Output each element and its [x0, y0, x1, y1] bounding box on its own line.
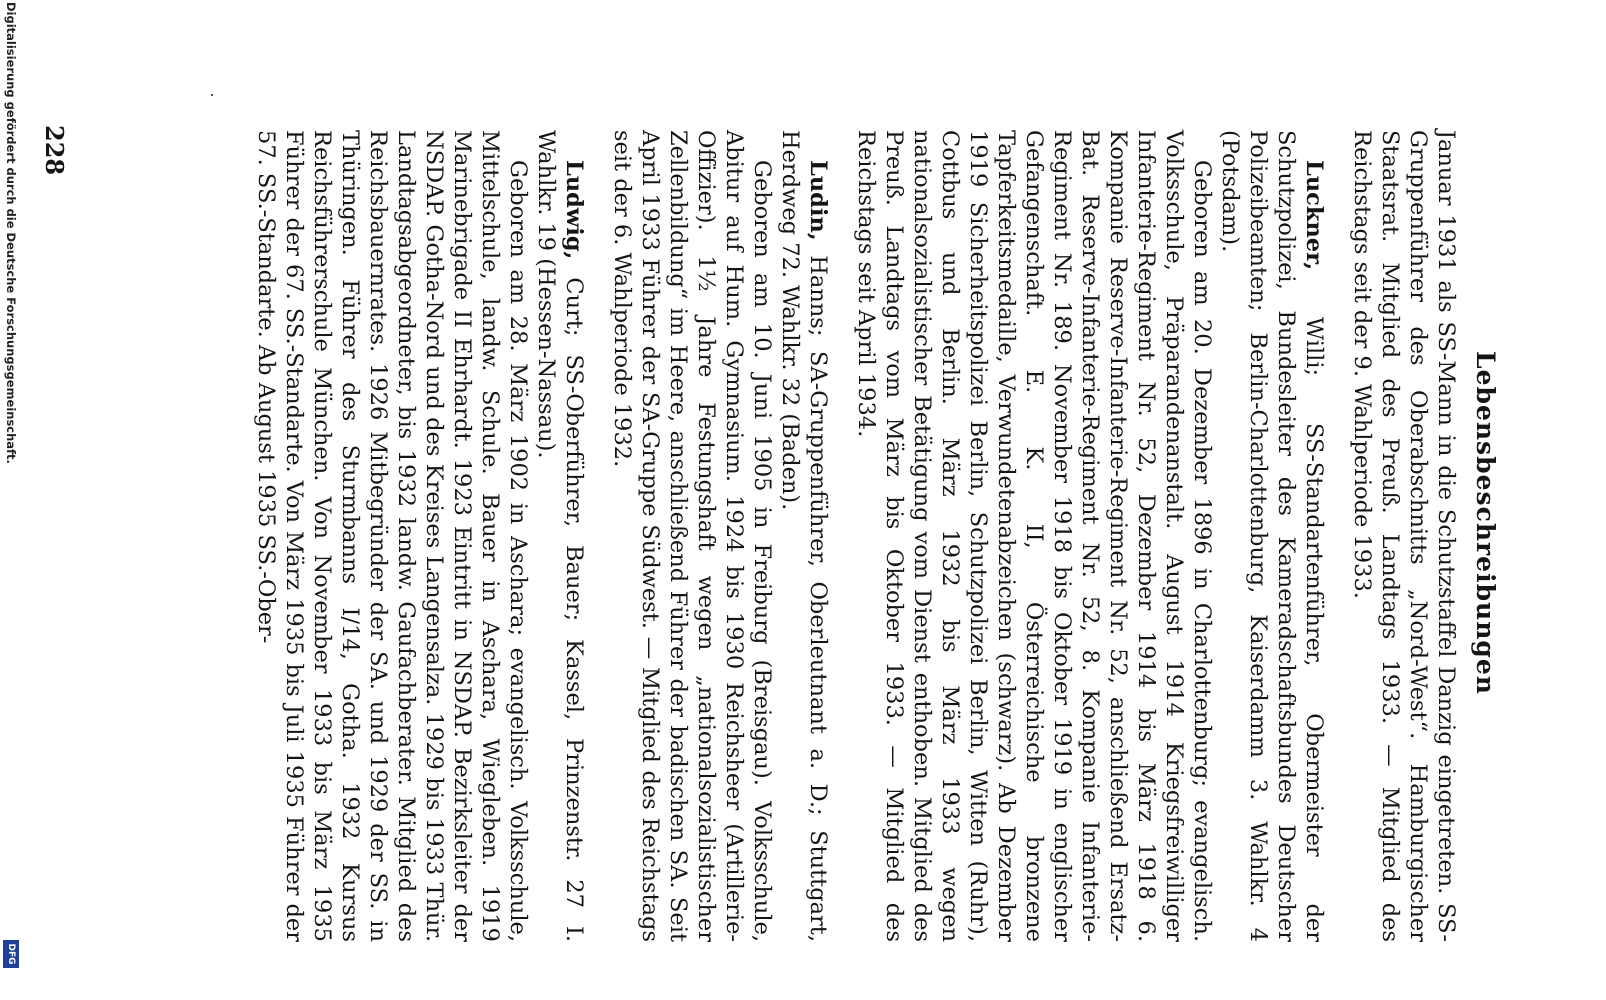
entry-details: Curt; SS-Oberführer, Bauer; Kassel, Prinzenstr. 27 I. Wahlkr. 19 (Hessen-Nassau).: [533, 130, 587, 943]
entry-body: Geboren am 28. März 1902 in Aschara; evangelisch. Volksschule, Mittelschule, landw. Schule. Bauer in Aschara, Wiegleben. 1919 Marinebrigade II Ehrhardt. 1923 Eintritt in NSDAP. Bezirksleiter der NSDAP. Gotha-Nord und des Kreises Langensalza. 1929 bis 1933 Thür. Landtagsabgeordneter, bis 1932 landw. Gaufachberater. Mitglied des Reichsbauernrates. 1926 Mitbegründer der SA. und 1929 der SS. in Thüringen. Führer des Sturmbanns I/14, Gotha. 1932 Kursus Reichsführerschule München. Von November 1933 bis März 1935 Führer der 67. SS.-Standarte. Von März 1935 bis Juli 1935 Führer der 57. SS.-Standarte. Ab August 1935 SS.-Ober-: [253, 130, 531, 942]
text-column: [252, 130, 1460, 942]
digitization-credit: Digitalisierung gefördert durch die Deutsche Forschungsgemeinschaft.: [4, 2, 18, 464]
entry-name: Ludin,: [805, 160, 831, 241]
page-number: 228: [40, 125, 69, 176]
entry-details: Hanns; SA-Gruppenführer, Oberleutnant a. D.; Stuttgart, Herdweg 72. Wahlkr. 32 (Baden).: [777, 130, 831, 942]
entry-name: Ludwig,: [561, 160, 587, 260]
entry-body: Geboren am 10. Juni 1905 in Freiburg (Breisgau). Volksschule, Abitur auf Hum. Gymnasium. 1924 bis 1930 Reichsheer (Artillerie-Offizier). 1½ Jahre Festungshaft wegen „nationalsozialistischer Zellenbildung“ im Heere, anschließend Führer der badischen SA. Seit April 1933 Führer der SA-Gruppe Südwest. — Mitglied des Reichstags seit der 6. Wahlperiode 1932.: [609, 130, 775, 942]
continued-paragraph: Januar 1931 als SS-Mann in die Schutzstaffel Danzig eingetreten. SS-Gruppenführer des Oberabschnitts „Nord-West“. Hamburgischer Staatsrat. Mitglied des Preuß. Landtags 1933. — Mitglied des Reichstags seit der 9. Wahlperiode 1933.: [1349, 130, 1459, 942]
running-head: Lebensbeschreibungen: [1471, 351, 1500, 695]
biography-entry-luckner: [1216, 130, 1328, 942]
biography-entry-ludwig: [532, 130, 588, 942]
biography-entry-ludin: [776, 130, 832, 942]
dfg-logo-icon: DFG: [3, 940, 19, 968]
entry-details: Willi; SS-Standartenführer, Obermeister der Schutzpolizei, Bundesleiter des Kameradschaftsbundes Deutscher Polizeibeamten; Berlin-Charlottenburg, Kaiserdamm 3. Wahlkr. 4 (Potsdam).: [1217, 130, 1327, 942]
entry-name: Luckner,: [1301, 160, 1327, 271]
scan-speck: [211, 94, 213, 96]
entry-body: Geboren am 20. Dezember 1896 in Charlottenburg; evangelisch. Volksschule, Präparandenanstalt. August 1914 Kriegsfreiwilliger Infanterie-Regiment Nr. 52, Dezember 1914 bis März 1918 6. Kompanie Reserve-Infanterie-Regiment Nr. 52, anschließend Ersatz-Bat. Reserve-Infanterie-Regiment Nr. 52, 8. Kompanie Infanterie-Regiment Nr. 189. November 1918 bis Oktober 1919 in englischer Gefangenschaft. E. K. II, Österreichische bronzene Tapferkeitsmedaille, Verwundetenabzeichen (schwarz). Ab Dezember 1919 Sicherheitspolizei Berlin, Schutzpolizei Berlin, Witten (Ruhr), Cottbus und Berlin. März 1932 bis März 1933 wegen nationalsozialistischer Betätigung vom Dienst enthoben. Mitglied des Preuß. Landtags vom März bis Oktober 1933. — Mitglied des Reichstags seit April 1934.: [853, 130, 1215, 942]
